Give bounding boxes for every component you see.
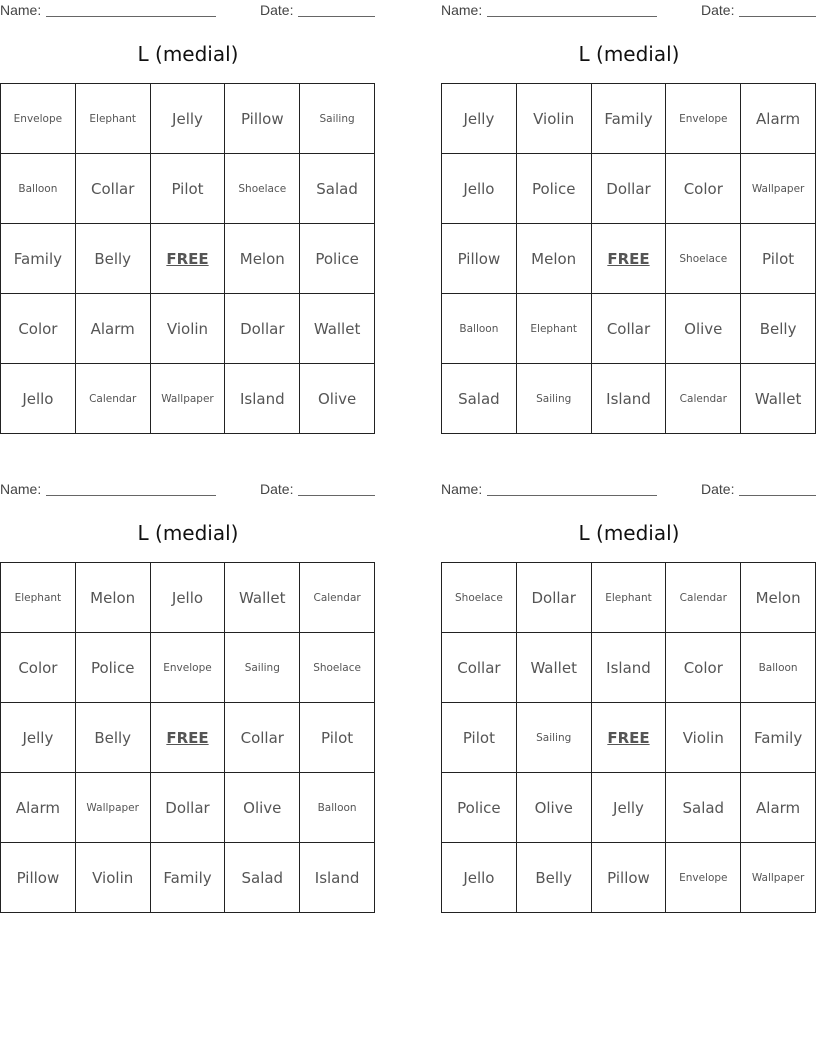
bingo-cell[interactable]: Pillow — [225, 84, 300, 154]
bingo-cell[interactable]: Color — [1, 633, 76, 703]
bingo-cell[interactable]: Collar — [225, 703, 300, 773]
date-write-line[interactable] — [298, 495, 375, 496]
bingo-cell[interactable]: Alarm — [76, 294, 151, 364]
bingo-cell[interactable]: Balloon — [442, 294, 517, 364]
bingo-cell[interactable]: Dollar — [592, 154, 667, 224]
bingo-cell[interactable]: Envelope — [666, 843, 741, 913]
bingo-cell[interactable]: Belly — [741, 294, 816, 364]
bingo-cell[interactable]: Violin — [151, 294, 226, 364]
date-write-line[interactable] — [298, 16, 375, 17]
bingo-cell[interactable]: Salad — [666, 773, 741, 843]
bingo-cell[interactable]: Dollar — [225, 294, 300, 364]
bingo-cell[interactable]: Family — [151, 843, 226, 913]
bingo-cell[interactable]: Belly — [76, 703, 151, 773]
name-date-header — [441, 2, 816, 20]
bingo-cell[interactable]: Calendar — [666, 563, 741, 633]
bingo-cell[interactable]: Pillow — [1, 843, 76, 913]
bingo-cell[interactable]: Calendar — [300, 563, 375, 633]
name-write-line[interactable] — [487, 495, 657, 496]
bingo-cell[interactable]: Police — [300, 224, 375, 294]
date-label: Date: — [260, 2, 294, 18]
name-write-line[interactable] — [487, 16, 657, 17]
free-space-cell[interactable]: FREE — [592, 224, 667, 294]
bingo-cell[interactable]: Police — [517, 154, 592, 224]
bingo-cell[interactable]: Color — [1, 294, 76, 364]
bingo-cell[interactable]: Violin — [666, 703, 741, 773]
bingo-cell[interactable]: Violin — [76, 843, 151, 913]
bingo-cell[interactable]: Pilot — [741, 224, 816, 294]
bingo-cell[interactable]: Wallet — [225, 563, 300, 633]
bingo-card-1 — [0, 0, 376, 434]
bingo-cell[interactable]: Wallpaper — [151, 364, 226, 434]
name-label: Name: — [441, 481, 483, 497]
bingo-cell[interactable]: Jelly — [151, 84, 226, 154]
bingo-cell[interactable]: Shoelace — [225, 154, 300, 224]
bingo-cell[interactable]: Color — [666, 154, 741, 224]
bingo-card-3 — [0, 479, 376, 913]
bingo-cell[interactable]: Elephant — [517, 294, 592, 364]
bingo-cell[interactable]: Jelly — [1, 703, 76, 773]
bingo-cell[interactable]: Wallet — [741, 364, 816, 434]
bingo-cell[interactable]: Envelope — [1, 84, 76, 154]
bingo-card-4 — [441, 479, 816, 913]
date-label: Date: — [701, 2, 735, 18]
bingo-cell[interactable]: Island — [225, 364, 300, 434]
bingo-cell[interactable]: Collar — [76, 154, 151, 224]
bingo-cell[interactable]: Sailing — [300, 84, 375, 154]
bingo-cell[interactable]: Dollar — [517, 563, 592, 633]
bingo-cell[interactable]: Olive — [300, 364, 375, 434]
bingo-grid — [441, 83, 816, 434]
bingo-grid — [441, 562, 816, 913]
card-title: L (medial) — [137, 42, 239, 66]
bingo-cell[interactable]: Collar — [592, 294, 667, 364]
bingo-cell[interactable]: Alarm — [741, 773, 816, 843]
card-title: L (medial) — [578, 42, 680, 66]
date-label: Date: — [701, 481, 735, 497]
bingo-cell[interactable]: Melon — [741, 563, 816, 633]
bingo-cell[interactable]: Shoelace — [442, 563, 517, 633]
bingo-cell[interactable]: Sailing — [517, 703, 592, 773]
name-write-line[interactable] — [46, 16, 216, 17]
bingo-cell[interactable]: Balloon — [300, 773, 375, 843]
bingo-cell[interactable]: Violin — [517, 84, 592, 154]
bingo-cell[interactable]: Alarm — [1, 773, 76, 843]
bingo-cell[interactable]: Jello — [442, 843, 517, 913]
name-label: Name: — [0, 481, 42, 497]
bingo-cell[interactable]: Pilot — [300, 703, 375, 773]
bingo-cell[interactable]: Island — [592, 633, 667, 703]
free-space-cell[interactable]: FREE — [151, 224, 226, 294]
name-write-line[interactable] — [46, 495, 216, 496]
bingo-cell[interactable]: Jello — [1, 364, 76, 434]
bingo-cell[interactable]: Olive — [666, 294, 741, 364]
bingo-cell[interactable]: Wallpaper — [741, 843, 816, 913]
bingo-cell[interactable]: Balloon — [1, 154, 76, 224]
bingo-cell[interactable]: Elephant — [76, 84, 151, 154]
bingo-cell[interactable]: Color — [666, 633, 741, 703]
bingo-cell[interactable]: Sailing — [225, 633, 300, 703]
bingo-cell[interactable]: Salad — [225, 843, 300, 913]
date-label: Date: — [260, 481, 294, 497]
bingo-cell[interactable]: Family — [1, 224, 76, 294]
bingo-cell[interactable]: Balloon — [741, 633, 816, 703]
bingo-cell[interactable]: Wallet — [300, 294, 375, 364]
bingo-cell[interactable]: Collar — [442, 633, 517, 703]
bingo-cell[interactable]: Melon — [225, 224, 300, 294]
bingo-cell[interactable]: Police — [76, 633, 151, 703]
bingo-cell[interactable]: Pilot — [151, 154, 226, 224]
card-title: L (medial) — [137, 521, 239, 545]
bingo-cell[interactable]: Melon — [76, 563, 151, 633]
free-space-cell[interactable]: FREE — [151, 703, 226, 773]
card-title: L (medial) — [578, 521, 680, 545]
bingo-cell[interactable]: Alarm — [741, 84, 816, 154]
bingo-cell[interactable]: Island — [592, 364, 667, 434]
bingo-cell[interactable]: Olive — [517, 773, 592, 843]
name-label: Name: — [0, 2, 42, 18]
bingo-cell[interactable]: Pillow — [442, 224, 517, 294]
bingo-cell[interactable]: Elephant — [1, 563, 76, 633]
name-label: Name: — [441, 2, 483, 18]
bingo-cell[interactable]: Jello — [442, 154, 517, 224]
bingo-cell[interactable]: Jelly — [592, 773, 667, 843]
bingo-cell[interactable]: Wallpaper — [741, 154, 816, 224]
name-date-header — [0, 2, 376, 20]
name-date-header — [441, 481, 816, 499]
bingo-cell[interactable]: Island — [300, 843, 375, 913]
bingo-cell[interactable]: Police — [442, 773, 517, 843]
bingo-cell[interactable]: Calendar — [666, 364, 741, 434]
bingo-cell[interactable]: Envelope — [151, 633, 226, 703]
bingo-cell[interactable]: Jelly — [442, 84, 517, 154]
date-write-line[interactable] — [739, 495, 816, 496]
bingo-cell[interactable]: Olive — [225, 773, 300, 843]
bingo-cell[interactable]: Melon — [517, 224, 592, 294]
bingo-cell[interactable]: Belly — [517, 843, 592, 913]
free-space-cell[interactable]: FREE — [592, 703, 667, 773]
bingo-cell[interactable]: Sailing — [517, 364, 592, 434]
bingo-cell[interactable]: Pilot — [442, 703, 517, 773]
bingo-cell[interactable]: Family — [741, 703, 816, 773]
bingo-cell[interactable]: Belly — [76, 224, 151, 294]
bingo-cell[interactable]: Wallet — [517, 633, 592, 703]
bingo-cell[interactable]: Wallpaper — [76, 773, 151, 843]
date-write-line[interactable] — [739, 16, 816, 17]
bingo-cell[interactable]: Family — [592, 84, 667, 154]
bingo-cell[interactable]: Envelope — [666, 84, 741, 154]
name-date-header — [0, 481, 376, 499]
bingo-cell[interactable]: Elephant — [592, 563, 667, 633]
bingo-cell[interactable]: Salad — [442, 364, 517, 434]
bingo-cell[interactable]: Jello — [151, 563, 226, 633]
bingo-cell[interactable]: Dollar — [151, 773, 226, 843]
bingo-cell[interactable]: Salad — [300, 154, 375, 224]
bingo-cell[interactable]: Pillow — [592, 843, 667, 913]
bingo-grid — [0, 83, 375, 434]
bingo-cell[interactable]: Calendar — [76, 364, 151, 434]
bingo-cell[interactable]: Shoelace — [666, 224, 741, 294]
bingo-cell[interactable]: Shoelace — [300, 633, 375, 703]
bingo-grid — [0, 562, 375, 913]
bingo-card-2 — [441, 0, 816, 434]
